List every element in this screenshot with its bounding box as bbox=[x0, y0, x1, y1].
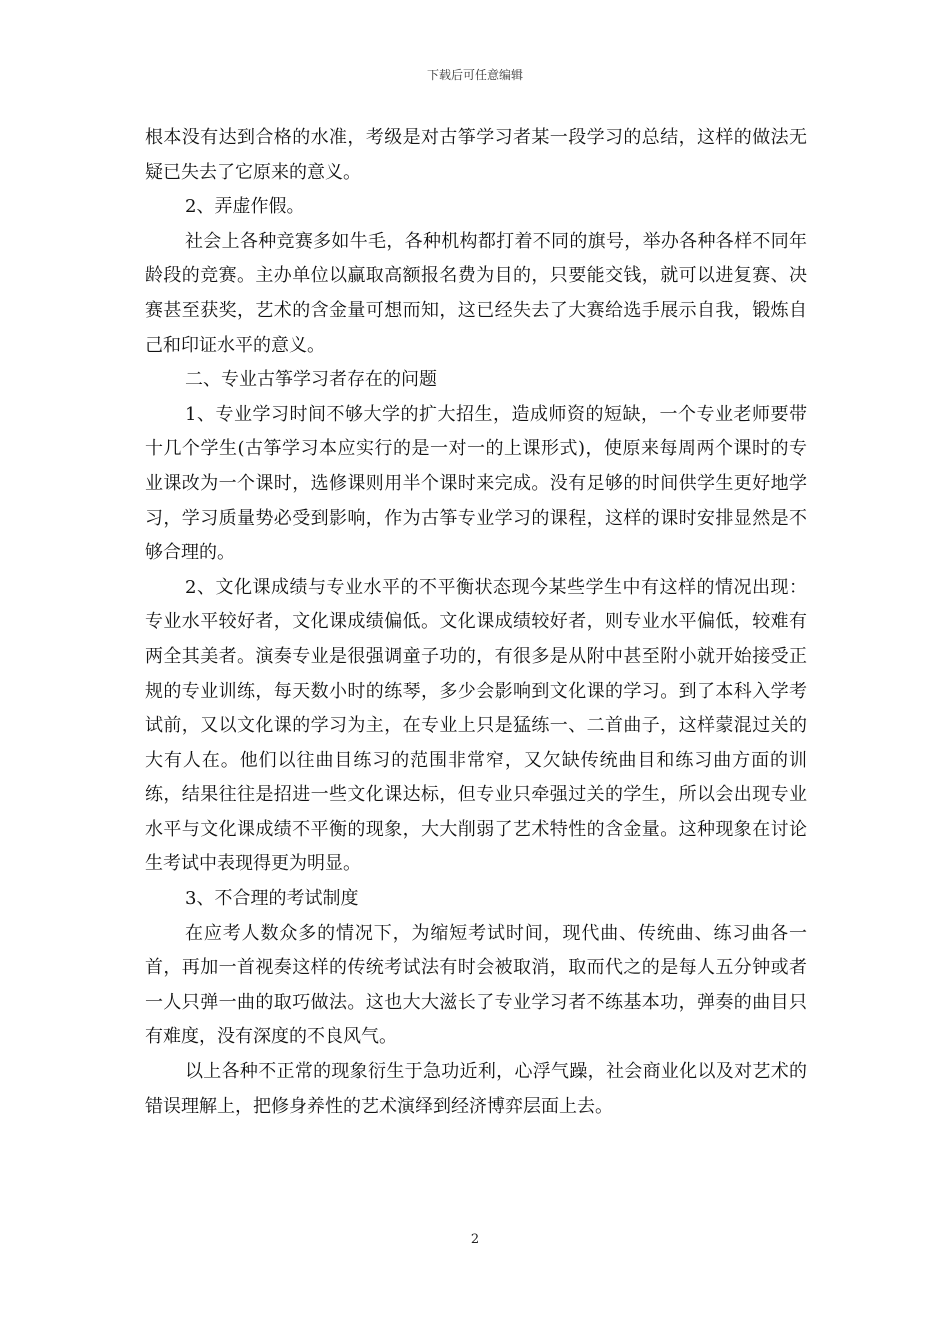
paragraph: 2、弄虚作假。 bbox=[185, 196, 305, 218]
paragraph: 社会上各种竞赛多如牛毛，各种机构都打着不同的旗号，举办各种各样不同年龄段的竞赛。主办单位以赢取高额报名费为目的，只要能交钱，就可以进复赛、决赛甚至获奖，艺术的含金量可想而知，这已经失去了大赛给选手展示自我，锻炼自己和印证水平的意义。 bbox=[145, 230, 807, 356]
paragraph: 2、文化课成绩与专业水平的不平衡状态现今某些学生中有这样的情况出现：专业水平较好者，文化课成绩偏低。文化课成绩较好者，则专业水平偏低，较难有两全其美者。演奏专业是很强调童子功的，有很多是从附中甚至附小就开始接受正规的专业训练，每天数小时的练琴，多少会影响到文化课的学习。到了本科入学考试前，又以文化课的学习为主，在专业上只是猛练一、二首曲子，这样蒙混过关的大有人在。他们以往曲目练习的范围非常窄，又欠缺传统曲目和练习曲方面的训练，结果往往是招进一些文化课达标，但专业只牵强过关的学生，所以会出现专业水平与文化课成绩不平衡的现象，大大削弱了艺术特性的含金量。这种现象在讨论生考试中表现得更为明显。 bbox=[145, 576, 807, 875]
paragraph: 在应考人数众多的情况下，为缩短考试时间，现代曲、传统曲、练习曲各一首，再加一首视奏这样的传统考试法有时会被取消，取而代之的是每人五分钟或者一人只弹一曲的取巧做法。这也大大滋长了专业学习者不练基本功，弹奏的曲目只有难度，没有深度的不良风气。 bbox=[145, 922, 807, 1048]
paragraph: 以上各种不正常的现象衍生于急功近利，心浮气躁，社会商业化以及对艺术的错误理解上，把修身养性的艺术演绎到经济博弈层面上去。 bbox=[145, 1061, 807, 1117]
paragraph: 3、不合理的考试制度 bbox=[185, 888, 359, 910]
page-header: 下载后可任意编辑 bbox=[426, 68, 523, 82]
paragraph: 1、专业学习时间不够大学的扩大招生，造成师资的短缺，一个专业老师要带十几个学生(古筝学习本应实行的是一对一的上课形式)，使原来每周两个课时的专业课改为一个课时，选修课则用半个课时来完成。没有足够的时间供学生更好地学习，学习质量势必受到影响，作为古筝专业学习的课程，这样的课时安排显然是不够合理的。 bbox=[145, 403, 807, 564]
page-number: 2 bbox=[470, 1232, 480, 1247]
section-heading: 二、专业古筝学习者存在的问题 bbox=[185, 369, 437, 391]
body-text bbox=[145, 121, 807, 1124]
paragraph: 根本没有达到合格的水准，考级是对古筝学习者某一段学习的总结，这样的做法无疑已失去了它原来的意义。 bbox=[145, 127, 807, 183]
